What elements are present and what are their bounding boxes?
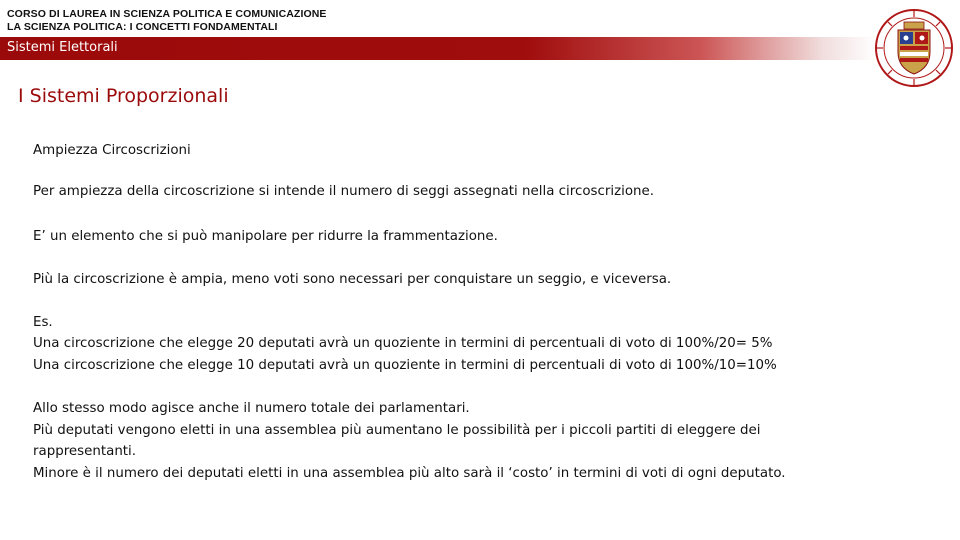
conclusion-line-4: Minore è il numero dei deputati eletti in una assemblea più alto sarà il ‘costo’ in termini di voti di ogni deputato. [33,466,786,481]
example-line-20: Una circoscrizione che elegge 20 deputati avrà un quoziente in termini di percentuali di voto di 100%/20= 5% [33,336,773,351]
conclusion-line-2: Più deputati vengono eletti in una assemblea più aumentano le possibilità per i piccoli partiti di eleggere dei [33,423,761,438]
course-name: CORSO DI LAUREA IN SCIENZA POLITICA E COMUNICAZIONE [7,8,327,20]
conclusion-line-3: rappresentanti. [33,444,137,459]
course-subtitle: LA SCIENZA POLITICA: I CONCETTI FONDAMENTALI [7,21,278,33]
conclusion-line-1: Allo stesso modo agisce anche il numero totale dei parlamentari. [33,401,470,416]
paragraph-manipulation: E’ un elemento che si può manipolare per ridurre la frammentazione. [33,229,498,244]
slide-title: I Sistemi Proporzionali [18,85,229,107]
university-seal-icon [874,8,954,88]
example-line-10: Una circoscrizione che elegge 10 deputati avrà un quoziente in termini di percentuali di voto di 100%/10=10% [33,358,777,373]
content-heading: Ampiezza Circoscrizioni [33,143,191,158]
paragraph-size-effect: Più la circoscrizione è ampia, meno voti sono necessari per conquistare un seggio, e viceversa. [33,272,672,287]
title-band [0,37,876,60]
band-title: Sistemi Elettorali [7,40,118,55]
paragraph-definition: Per ampiezza della circoscrizione si intende il numero di seggi assegnati nella circoscrizione. [33,184,654,199]
example-label: Es. [33,315,53,330]
